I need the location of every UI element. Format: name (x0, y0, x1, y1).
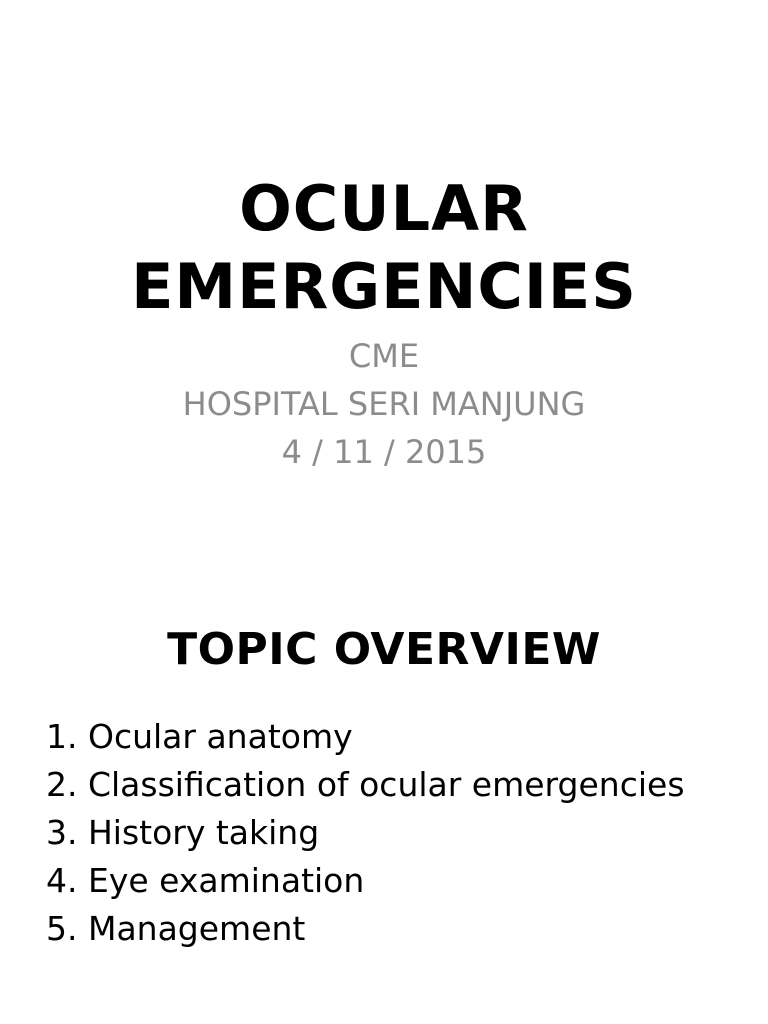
list-item: 1. Ocular anatomy (46, 717, 353, 756)
title-line-2: EMERGENCIES (131, 250, 637, 323)
subtitle-date: 4 / 11 / 2015 (281, 433, 487, 471)
list-item: 4. Eye examination (46, 861, 365, 900)
list-item: 3. History taking (46, 813, 320, 852)
slide-title (0, 170, 768, 326)
subtitle-event: CME (348, 337, 420, 375)
title-line-1: OCULAR (239, 172, 529, 245)
subtitle-hospital: HOSPITAL SERI MANJUNG (182, 385, 586, 423)
slide-subtitle (0, 332, 768, 476)
list-item: 5. Management (46, 909, 306, 948)
topic-list (46, 713, 685, 953)
overview-title: TOPIC OVERVIEW (167, 624, 601, 675)
overview-slide (0, 512, 768, 1024)
list-item: 2. Classification of ocular emergencies (46, 765, 685, 804)
